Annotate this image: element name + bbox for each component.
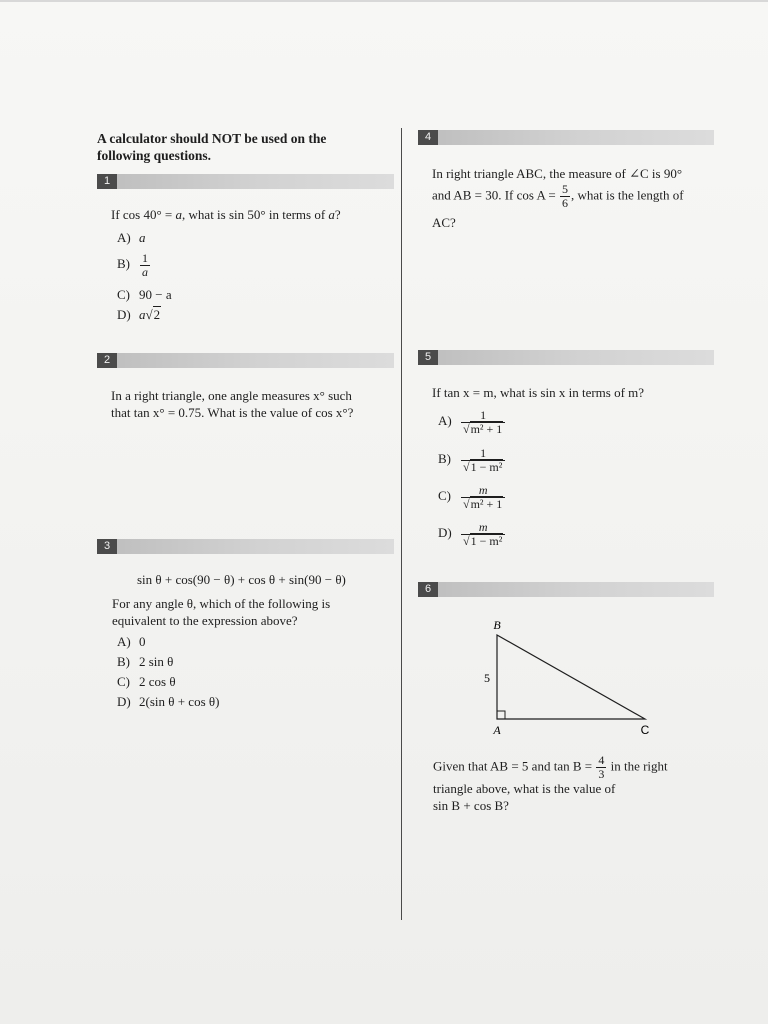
question-5-number: 5	[418, 350, 438, 365]
q5-choice-c[interactable]	[438, 484, 506, 511]
q1-choice-a[interactable]	[117, 229, 146, 246]
choice-fraction: $\frac{m}{\text{√m² + 1}}$	[461, 484, 505, 511]
choice-value: 2 cos θ	[139, 674, 176, 689]
fraction-denominator: 3	[598, 767, 605, 781]
question-4-line-1: In right triangle ABC, the measure of ∠C is 90°	[432, 166, 683, 181]
question-3-header	[97, 539, 394, 554]
fraction-numerator: 1	[461, 447, 505, 461]
fraction-numerator: m	[461, 521, 505, 535]
choice-value: a	[139, 307, 146, 322]
choice-value: 2 sin θ	[139, 654, 174, 669]
q5-choice-d[interactable]	[438, 521, 506, 548]
choice-label: B)	[117, 256, 130, 272]
choice-label: D)	[117, 307, 131, 322]
q1-choice-c[interactable]	[117, 286, 172, 303]
fraction-denominator: 1 − m²	[470, 534, 503, 548]
q1-stem-variable: a	[175, 207, 183, 222]
q1-stem-part: ?	[334, 207, 341, 222]
q3-line: equivalent to the expression above?	[112, 613, 298, 628]
column-divider	[401, 128, 402, 920]
question-5-header	[418, 350, 714, 365]
question-6-line-3: sin B + cos B?	[433, 798, 509, 813]
question-4-header	[418, 130, 714, 145]
q1-stem-part: , what is sin 50° in terms of	[182, 207, 329, 222]
q1-stem-part: If cos 40° =	[111, 207, 176, 222]
choice-value: a	[139, 230, 146, 245]
fraction-denominator: m² + 1	[470, 422, 503, 436]
choice-label: B)	[438, 451, 451, 467]
question-6-header	[418, 582, 714, 597]
radicand: 2	[153, 307, 161, 322]
q3-choice-c[interactable]	[117, 673, 176, 690]
choice-value: 90 − a	[139, 287, 172, 302]
fraction-denominator: 6	[561, 196, 568, 210]
choice-label: A)	[438, 413, 452, 429]
vertex-c-label: C	[640, 723, 650, 737]
q4-text: and AB = 30. If cos A =	[432, 187, 559, 203]
question-6-line-1	[433, 754, 723, 781]
choice-label: C)	[117, 287, 130, 302]
fraction-denominator: m² + 1	[470, 497, 503, 511]
question-2-header	[97, 353, 394, 368]
choice-fraction	[140, 252, 150, 279]
calculator-instruction: A calculator should NOT be used on the following questions.	[97, 131, 327, 163]
question-6-number: 6	[418, 582, 438, 597]
right-triangle-figure	[470, 612, 670, 740]
q5-choice-a[interactable]	[438, 409, 506, 436]
q6-text: in the right	[607, 758, 668, 774]
choice-label: A)	[117, 634, 131, 649]
q6-text: Given that AB = 5 and tan B =	[433, 758, 596, 774]
triangle-abc	[497, 635, 645, 719]
vertex-a-label: A	[493, 723, 501, 737]
choice-label: C)	[117, 674, 130, 689]
choice-value: 2(sin θ + cos θ)	[139, 694, 220, 709]
question-3-number: 3	[97, 539, 117, 554]
choice-label: A)	[117, 230, 131, 245]
fraction-numerator: 5	[561, 182, 568, 196]
side-ab-length: 5	[484, 671, 490, 685]
q3-choice-b[interactable]	[117, 653, 173, 670]
fraction-numerator: m	[461, 484, 505, 498]
question-5-stem: If tan x = m, what is sin x in terms of m?	[432, 385, 645, 400]
q3-line: For any angle θ, which of the following is	[112, 596, 331, 611]
question-2-number: 2	[97, 353, 117, 368]
choice-label: D)	[117, 694, 131, 709]
q1-stem-variable: a	[328, 207, 335, 222]
q3-choice-d[interactable]	[117, 693, 219, 710]
question-3-stem	[112, 595, 397, 629]
q2-line: that tan x° = 0.75. What is the value of cos x°?	[111, 405, 354, 420]
vertex-b-label: B	[493, 618, 501, 632]
question-1-header	[97, 174, 394, 189]
choice-label: D)	[438, 525, 452, 541]
choice-fraction: $\frac{1}{\text{√1 − m²}}$	[461, 447, 505, 474]
choice-label: B)	[117, 654, 130, 669]
question-3-expression: sin θ + cos(90 − θ) + cos θ + sin(90 − θ)	[137, 572, 346, 587]
fraction-denominator: 1 − m²	[470, 460, 503, 474]
q5-choice-b[interactable]	[438, 447, 506, 474]
q1-choice-b[interactable]	[117, 252, 151, 279]
right-angle-marker	[497, 711, 505, 719]
question-1-number: 1	[97, 174, 117, 189]
choice-fraction: $\frac{1}{\text{√m² + 1}}$	[461, 409, 505, 436]
fraction-numerator: 1	[142, 251, 148, 265]
q3-choice-a[interactable]	[117, 633, 146, 650]
q6-fraction	[596, 754, 606, 781]
question-2-stem	[111, 387, 396, 421]
question-4-line-2	[432, 183, 717, 210]
q1-choice-d[interactable]: D) a√2	[117, 307, 161, 322]
q4-fraction	[560, 183, 570, 210]
question-1-stem	[111, 206, 391, 223]
question-6-line-2: triangle above, what is the value of	[433, 781, 616, 796]
q2-line: In a right triangle, one angle measures x° such	[111, 388, 352, 403]
fraction-numerator: 1	[461, 409, 505, 423]
choice-value: 0	[139, 634, 146, 649]
question-4-line-3: AC?	[432, 215, 456, 230]
choice-fraction: $\frac{m}{\text{√1 − m²}}$	[461, 521, 505, 548]
choice-label: C)	[438, 488, 451, 504]
question-4-number: 4	[418, 130, 438, 145]
page-top-edge	[0, 0, 768, 2]
q4-text: , what is the length of	[570, 187, 684, 203]
fraction-denominator: a	[142, 265, 148, 279]
fraction-numerator: 4	[598, 753, 605, 767]
